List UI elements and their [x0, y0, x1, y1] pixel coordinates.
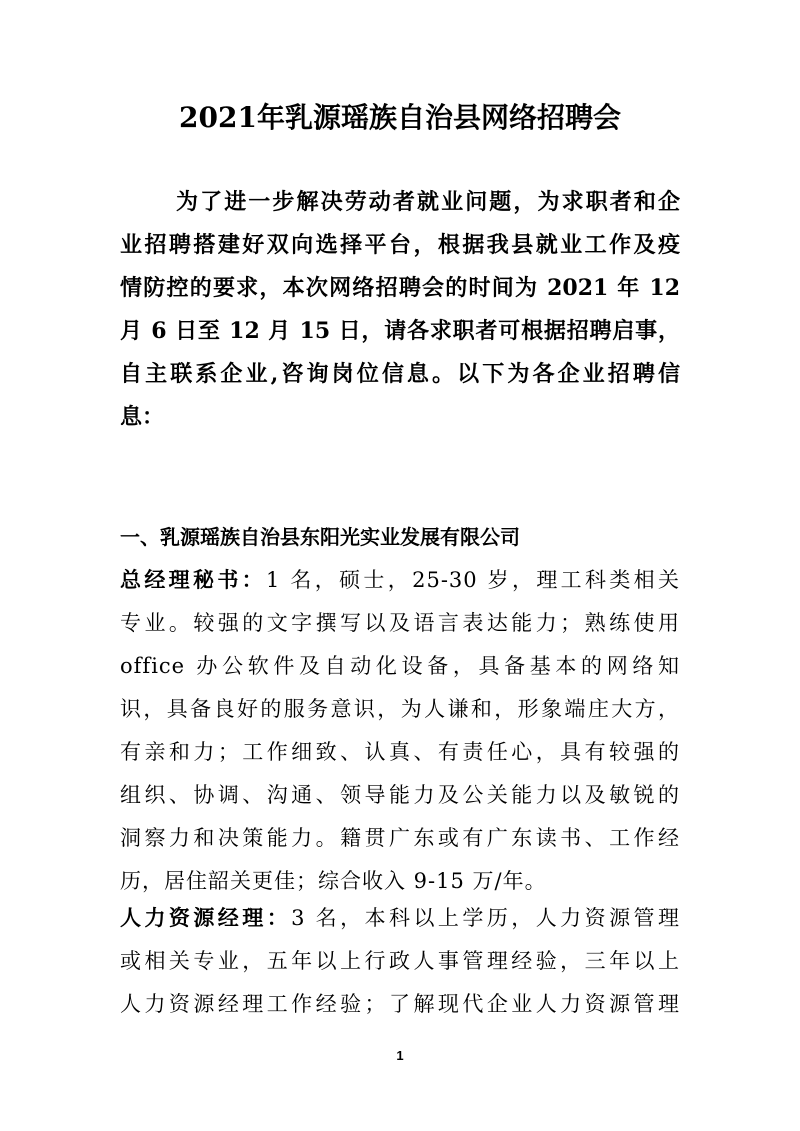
position-description-line: 有亲和力；工作细致、认真、有责任心，具有较强的	[120, 740, 680, 764]
position-description-line: 洞察力和决策能力。籍贯广东或有广东读书、工作经	[120, 826, 680, 850]
position-summary: 3 名，本科以上学历，人力资源管理	[291, 906, 680, 930]
intro-line: 业招聘搭建好双向选择平台，根据我县就业工作及疫	[120, 232, 680, 258]
position-summary: 1 名，硕士，25-30 岁，理工科类相关	[266, 568, 681, 592]
intro-line: 月 6 日至 12 月 15 日，请各求职者可根据招聘启事，	[120, 318, 680, 344]
intro-line: 为了进一步解决劳动者就业问题，为求职者和企	[176, 189, 680, 215]
page-number: 1	[396, 1048, 404, 1063]
position-title: 总经理秘书：	[120, 567, 267, 592]
intro-line: 息：	[120, 404, 165, 430]
position-description-line: 专业。较强的文字撰写以及语言表达能力；熟练使用	[120, 611, 680, 635]
position-description-line: 人力资源经理工作经验；了解现代企业人力资源管理	[120, 992, 680, 1016]
position-title: 人力资源经理：	[120, 905, 292, 930]
position-description-line: 组织、协调、沟通、领导能力及公关能力以及敏锐的	[120, 783, 680, 807]
position-description-line: office 办公软件及自动化设备，具备基本的网络知	[120, 654, 680, 678]
position-first-line	[120, 898, 680, 938]
position-first-line	[120, 560, 680, 600]
position-description-line: 或相关专业，五年以上行政人事管理经验，三年以上	[120, 949, 680, 973]
page-title: 2021年乳源瑶族自治县网络招聘会	[179, 101, 621, 134]
section-heading: 一、乳源瑶族自治县东阳光实业发展有限公司	[120, 525, 520, 549]
position-description-line: 识，具备良好的服务意识，为人谦和，形象端庄大方，	[120, 697, 680, 721]
intro-line: 自主联系企业,咨询岗位信息。以下为各企业招聘信	[120, 361, 680, 387]
intro-line: 情防控的要求，本次网络招聘会的时间为 2021 年 12	[120, 275, 680, 301]
position-description-line: 历，居住韶关更佳；综合收入 9-15 万/年。	[120, 869, 547, 893]
